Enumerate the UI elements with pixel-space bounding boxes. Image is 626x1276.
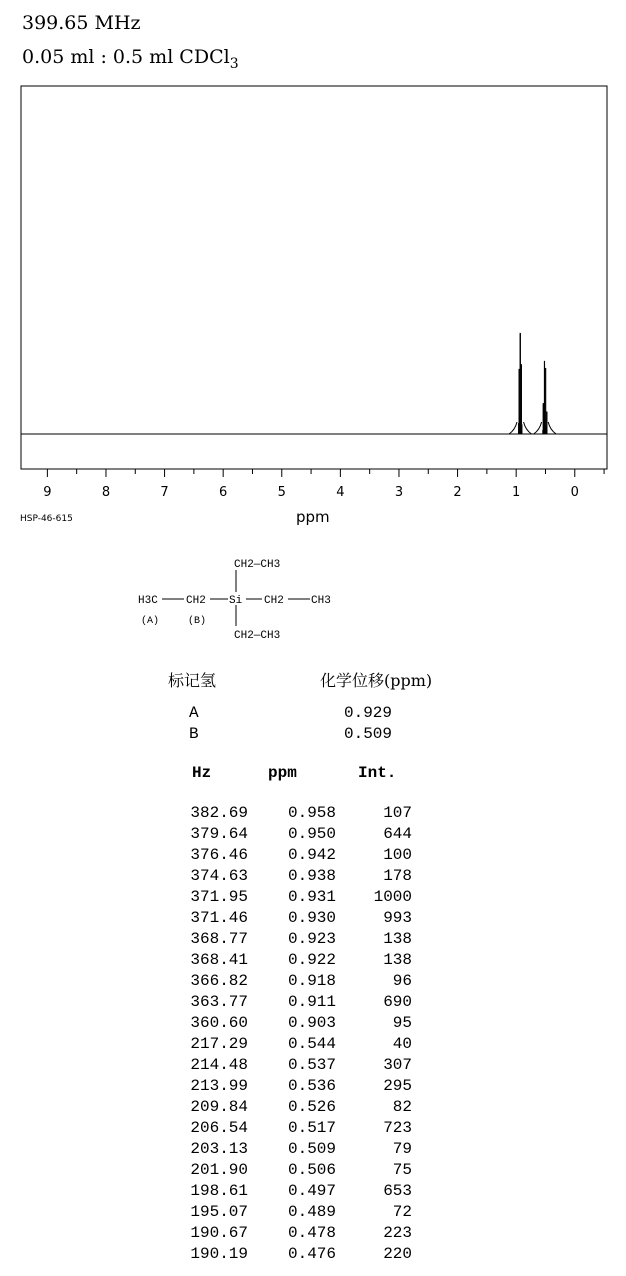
- peak-hz-cell: 360.60: [190, 1014, 248, 1032]
- structure-label-a: (A): [141, 616, 160, 627]
- peak-hz-cell: 203.13: [190, 1140, 248, 1158]
- table-row: [160, 1014, 420, 1035]
- table-row: [160, 1182, 420, 1203]
- peak-hz-cell: 376.46: [190, 846, 248, 864]
- table-row: [160, 1245, 420, 1266]
- peak-hz-cell: 201.90: [190, 1161, 248, 1179]
- peak-int-cell: 100: [383, 846, 412, 864]
- table-row: [160, 930, 420, 951]
- peak-ppm-cell: 0.506: [287, 1161, 336, 1179]
- peak-hz-cell: 371.46: [190, 909, 248, 927]
- peak-int-cell: 107: [383, 804, 412, 822]
- x-tick-label: 3: [394, 485, 404, 500]
- peak-hz-cell: 190.19: [190, 1245, 248, 1263]
- peak-int-cell: 690: [383, 993, 412, 1011]
- x-tick-label: 7: [160, 485, 169, 500]
- peak-hz-cell: 379.64: [190, 825, 248, 843]
- peak-ppm-cell: 0.489: [287, 1203, 336, 1221]
- peak-ppm-cell: 0.526: [287, 1098, 336, 1116]
- table-row: [160, 1056, 420, 1077]
- peak-int-cell: 295: [383, 1077, 412, 1095]
- solvent-subscript: 3: [229, 55, 239, 72]
- shift-row-a-value: 0.929: [344, 704, 393, 722]
- x-axis-label: ppm: [296, 508, 330, 526]
- peak-ppm-cell: 0.918: [287, 972, 336, 990]
- peak-hz-cell: 198.61: [190, 1182, 248, 1200]
- peak-table-header-int: Int.: [358, 764, 397, 782]
- peak-int-cell: 644: [383, 825, 412, 843]
- x-tick-label: 8: [101, 485, 111, 500]
- peak-hz-cell: 213.99: [190, 1077, 248, 1095]
- table-row: [160, 1161, 420, 1182]
- peak-int-cell: 220: [383, 1245, 412, 1263]
- peak-ppm-cell: 0.938: [287, 867, 336, 885]
- peak-hz-cell: 217.29: [190, 1035, 248, 1053]
- x-tick-label: 5: [277, 485, 286, 500]
- peak-int-cell: 72: [392, 1203, 412, 1221]
- x-tick-label: 2: [453, 485, 462, 500]
- shift-row-b-value: 0.509: [344, 725, 393, 743]
- peak-int-cell: 138: [383, 951, 412, 969]
- peak-hz-cell: 363.77: [190, 993, 248, 1011]
- peak-hz-cell: 368.77: [190, 930, 248, 948]
- structure-left-ch3: H3C: [138, 595, 158, 607]
- peak-table-header-hz: Hz: [192, 764, 212, 782]
- structure-right-ch2: CH2: [264, 595, 284, 607]
- peak-ppm-cell: 0.923: [287, 930, 336, 948]
- peak-int-cell: 307: [383, 1056, 412, 1074]
- peak-int-cell: 82: [392, 1098, 412, 1116]
- x-tick-label: 6: [219, 485, 228, 500]
- peak-int-cell: 653: [383, 1182, 412, 1200]
- peak-ppm-cell: 0.509: [287, 1140, 336, 1158]
- peak-int-cell: 223: [383, 1224, 412, 1242]
- x-tick-label: 0: [570, 485, 579, 500]
- x-tick-label: 9: [43, 485, 52, 500]
- x-tick-label: 4: [336, 485, 345, 500]
- table-row: [160, 972, 420, 993]
- peak-hz-cell: 190.67: [190, 1224, 248, 1242]
- peak-ppm-cell: 0.922: [287, 951, 336, 969]
- peak-hz-cell: 366.82: [190, 972, 248, 990]
- structure-label-b: (B): [188, 616, 207, 627]
- table-row: [160, 951, 420, 972]
- peak-hz-cell: 382.69: [190, 804, 248, 822]
- shift-table-header-label: 标记氢: [168, 671, 217, 690]
- structure-bottom-chain: CH2—CH3: [234, 630, 281, 642]
- peak-int-cell: 178: [383, 867, 412, 885]
- peak-hz-cell: 209.84: [190, 1098, 248, 1116]
- structure-si: Si: [229, 595, 243, 607]
- table-row: [160, 825, 420, 846]
- peak-hz-cell: 206.54: [190, 1119, 248, 1137]
- shift-table-header-shift: 化学位移(ppm): [320, 671, 433, 690]
- peak-int-cell: 40: [392, 1035, 412, 1053]
- peak-ppm-cell: 0.911: [287, 993, 336, 1011]
- structure-right-ch3: CH3: [311, 595, 331, 607]
- peak-ppm-cell: 0.476: [287, 1245, 336, 1263]
- structure-top-chain: CH2—CH3: [234, 559, 281, 571]
- peak-ppm-cell: 0.942: [287, 846, 336, 864]
- table-row: [160, 1119, 420, 1140]
- peak-ppm-cell: 0.544: [287, 1035, 336, 1053]
- table-row: [160, 993, 420, 1014]
- shift-row-b-label: B: [189, 725, 199, 743]
- peak-ppm-cell: 0.497: [287, 1182, 336, 1200]
- peak-hz-cell: 374.63: [190, 867, 248, 885]
- peak-int-cell: 138: [383, 930, 412, 948]
- table-row: [160, 888, 420, 909]
- peak-int-cell: 79: [392, 1140, 412, 1158]
- peak-int-cell: 1000: [373, 888, 412, 906]
- peak-hz-cell: 214.48: [190, 1056, 248, 1074]
- table-row: [160, 846, 420, 867]
- peak-int-cell: 993: [383, 909, 412, 927]
- table-row: [160, 804, 420, 825]
- table-row: [160, 1140, 420, 1161]
- peak-table-header-ppm: ppm: [268, 764, 297, 782]
- spectrometer-frequency: 399.65 MHz: [22, 12, 141, 34]
- solvent-text: 0.05 ml : 0.5 ml CDCl: [22, 46, 230, 68]
- peak-ppm-cell: 0.950: [287, 825, 336, 843]
- table-row: [160, 1224, 420, 1245]
- peak-ppm-cell: 0.536: [287, 1077, 336, 1095]
- peak-ppm-cell: 0.478: [287, 1224, 336, 1242]
- table-row: [160, 1098, 420, 1119]
- table-row: [160, 867, 420, 888]
- peak-int-cell: 95: [392, 1014, 412, 1032]
- peak-ppm-cell: 0.517: [287, 1119, 336, 1137]
- table-row: [160, 1077, 420, 1098]
- peak-ppm-cell: 0.537: [287, 1056, 336, 1074]
- peak-hz-cell: 195.07: [190, 1203, 248, 1221]
- shift-row-a-label: A: [189, 704, 199, 722]
- peak-ppm-cell: 0.931: [287, 888, 336, 906]
- peak-ppm-cell: 0.930: [287, 909, 336, 927]
- table-row: [160, 1203, 420, 1224]
- table-row: [160, 1035, 420, 1056]
- peak-ppm-cell: 0.958: [287, 804, 336, 822]
- peak-hz-cell: 371.95: [190, 888, 248, 906]
- peak-int-cell: 723: [383, 1119, 412, 1137]
- peak-hz-cell: 368.41: [190, 951, 248, 969]
- peak-ppm-cell: 0.903: [287, 1014, 336, 1032]
- spectrum-code: HSP-46-615: [20, 514, 73, 524]
- structure-left-ch2: CH2: [186, 595, 206, 607]
- x-tick-label: 1: [512, 485, 521, 500]
- peak-int-cell: 96: [392, 972, 412, 990]
- peak-int-cell: 75: [392, 1161, 412, 1179]
- peak-table: [160, 804, 420, 1266]
- table-row: [160, 909, 420, 930]
